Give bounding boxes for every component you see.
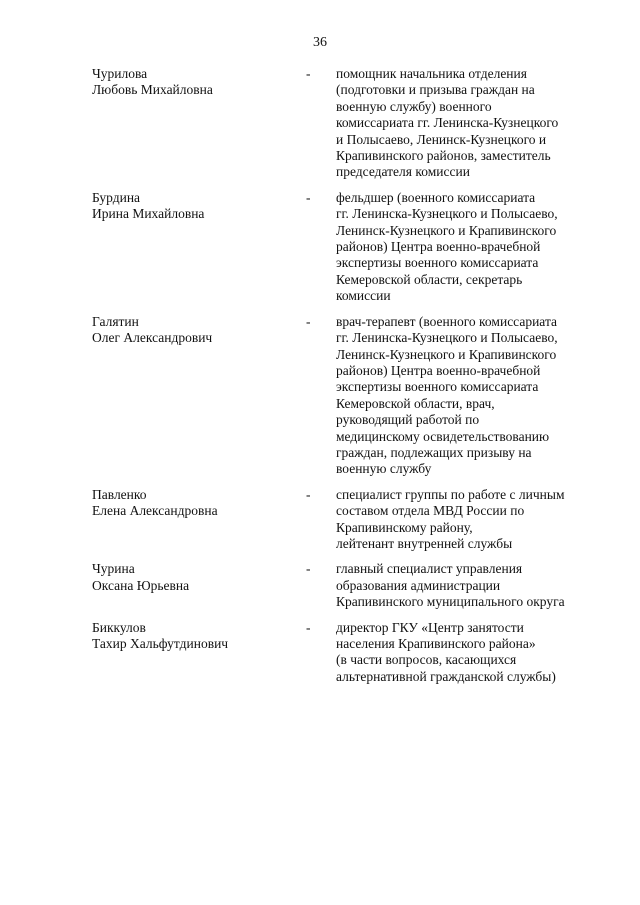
member-role bbox=[336, 487, 606, 553]
member-role-line: населения Крапивинского района» bbox=[336, 636, 536, 651]
member-name bbox=[92, 487, 306, 553]
member-surname: Бурдина bbox=[92, 189, 141, 205]
member-role-line: лейтенант внутренней службы bbox=[336, 535, 513, 551]
separator-dash: - bbox=[306, 619, 311, 635]
member-role-line: фельдшер (военного комиссариата bbox=[336, 189, 536, 205]
member-given-names: Ирина Михайловна bbox=[92, 206, 205, 222]
member-given-names: Оксана Юрьевна bbox=[92, 577, 190, 593]
member-role-line: комиссариата гг. Ленинска-Кузнецкого bbox=[336, 115, 559, 131]
member-role-line: граждан, подлежащих призыву на bbox=[336, 444, 532, 460]
member-row bbox=[92, 314, 612, 478]
member-role-line: образования администрации bbox=[336, 577, 501, 593]
member-role-line: районов) Центра военно-врачебной bbox=[336, 239, 541, 255]
member-role-line: Ленинск-Кузнецкого и Крапивинского bbox=[336, 346, 557, 362]
member-surname: Биккулов bbox=[92, 619, 146, 635]
member-surname: Чурина bbox=[92, 561, 135, 577]
member-name bbox=[92, 561, 306, 610]
member-given-names: Любовь Михайловна bbox=[92, 82, 213, 98]
member-role-line: помощник начальника отделения bbox=[336, 66, 527, 81]
member-role-line: экспертизы военного комиссариата bbox=[336, 255, 539, 271]
member-row bbox=[92, 66, 612, 181]
member-role-line: Крапивинского районов, заместитель bbox=[336, 148, 551, 164]
member-name bbox=[92, 190, 306, 305]
member-given-names: Елена Александровна bbox=[92, 503, 218, 519]
member-role-line: руководящий работой по bbox=[336, 412, 480, 428]
separator-dash: - bbox=[306, 189, 311, 205]
member-role-line: комиссии bbox=[336, 288, 391, 304]
commission-member-list bbox=[92, 66, 612, 694]
member-row bbox=[92, 487, 612, 553]
member-role-line: врач-терапевт (военного комиссариата bbox=[336, 313, 558, 329]
member-role-line: гг. Ленинска-Кузнецкого и Полысаево, bbox=[336, 330, 558, 346]
member-role-line: Ленинск-Кузнецкого и Крапивинского bbox=[336, 222, 557, 238]
member-role-line: Крапивинского муниципального округа bbox=[336, 594, 565, 610]
member-role-line: Кемеровской области, секретарь bbox=[336, 271, 523, 287]
separator-dash: - bbox=[306, 561, 311, 577]
member-role-line: (в части вопросов, касающихся bbox=[336, 652, 517, 668]
member-surname: Павленко bbox=[92, 486, 147, 502]
member-role-line: военную службу) военного bbox=[336, 98, 492, 114]
member-surname: Чурилова bbox=[92, 66, 148, 81]
separator-dash: - bbox=[306, 66, 311, 81]
member-role-line: районов) Центра военно-врачебной bbox=[336, 362, 541, 378]
member-role bbox=[336, 561, 606, 610]
member-role-line: и Полысаево, Ленинск-Кузнецкого и bbox=[336, 131, 547, 147]
member-role-line: гг. Ленинска-Кузнецкого и Полысаево, bbox=[336, 206, 558, 222]
separator-dash: - bbox=[306, 486, 311, 502]
member-role-line: (подготовки и призыва граждан на bbox=[336, 82, 535, 98]
member-row bbox=[92, 561, 612, 610]
member-role-line: военную службу bbox=[336, 461, 432, 477]
member-role-line: Крапивинскому району, bbox=[336, 519, 473, 535]
separator-dash: - bbox=[306, 313, 311, 329]
member-role-line: составом отдела МВД России по bbox=[336, 503, 525, 519]
member-role bbox=[336, 314, 606, 478]
member-name bbox=[92, 66, 306, 181]
member-role-line: Кемеровской области, врач, bbox=[336, 395, 495, 411]
member-surname: Галятин bbox=[92, 313, 139, 329]
member-role-line: альтернативной гражданской службы) bbox=[336, 668, 556, 684]
member-given-names: Тахир Хальфутдинович bbox=[92, 636, 229, 651]
member-role bbox=[336, 620, 606, 686]
member-name bbox=[92, 314, 306, 478]
member-role-line: специалист группы по работе с личным bbox=[336, 486, 565, 502]
member-role-line: директор ГКУ «Центр занятости bbox=[336, 619, 524, 635]
member-role bbox=[336, 190, 606, 305]
member-role-line: медицинскому освидетельствованию bbox=[336, 428, 550, 444]
member-role-line: экспертизы военного комиссариата bbox=[336, 379, 539, 395]
member-role-line: председателя комиссии bbox=[336, 164, 470, 180]
member-role bbox=[336, 66, 606, 181]
member-given-names: Олег Александрович bbox=[92, 330, 213, 346]
member-row bbox=[92, 620, 612, 686]
member-role-line: главный специалист управления bbox=[336, 561, 523, 577]
member-row bbox=[92, 190, 612, 305]
page-number: 36 bbox=[313, 35, 327, 50]
member-name bbox=[92, 620, 306, 686]
